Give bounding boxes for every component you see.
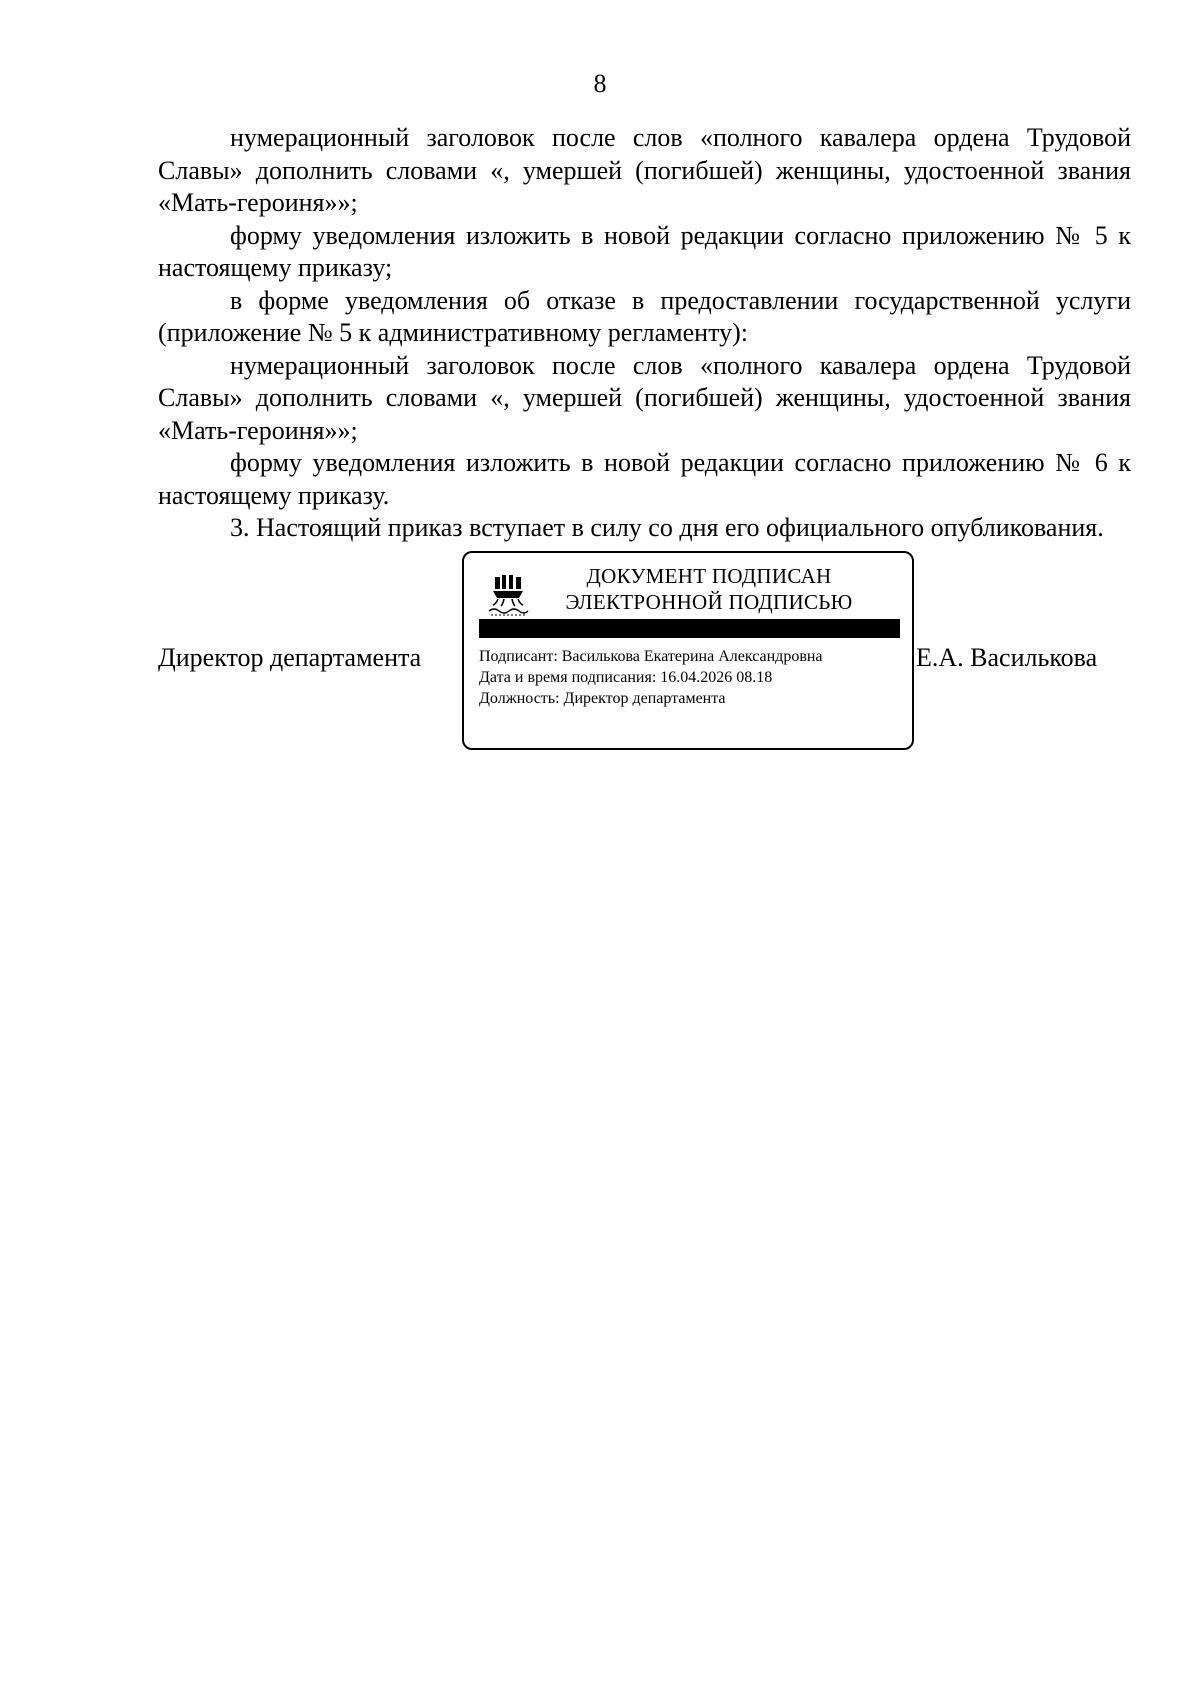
stamp-details — [479, 646, 823, 709]
signatory-position: Директор департамента — [158, 643, 422, 672]
stamp-role: Должность: Директор департамента — [479, 690, 726, 707]
page-number: 8 — [593, 69, 607, 98]
paragraph: в форме уведомления об отказе в предоставлении государственной услуги (приложение № 5 к административному регламенту): — [158, 285, 1131, 347]
coat-of-arms-icon — [486, 571, 530, 617]
paragraph: нумерационный заголовок после слов «полного кавалера ордена Трудовой Славы» дополнить словами «, умершей (погибшей) женщины, удостоенной звания «Мать-героиня»»; — [158, 123, 1131, 217]
stamp-title — [544, 563, 874, 615]
electronic-signature-stamp — [462, 551, 914, 750]
paragraph: форму уведомления изложить в новой редакции согласно приложению № 6 к настоящему приказу. — [158, 448, 1131, 510]
document-body — [158, 122, 1131, 545]
stamp-signer: Подписант: Василькова Екатерина Александровна — [479, 648, 823, 665]
paragraph: нумерационный заголовок после слов «полного кавалера ордена Трудовой Славы» дополнить словами «, умершей (погибшей) женщины, удостоенной звания «Мать-героиня»»; — [158, 350, 1131, 445]
stamp-title-line: ДОКУМЕНТ ПОДПИСАН — [586, 564, 832, 588]
stamp-title-line: ЭЛЕКТРОННОЙ ПОДПИСЬЮ — [565, 590, 853, 614]
paragraph: форму уведомления изложить в новой редакции согласно приложению № 5 к настоящему приказу; — [158, 220, 1131, 282]
stamp-datetime: Дата и время подписания: 16.04.2026 08.18 — [479, 669, 773, 686]
signatory-name: Е.А. Василькова — [916, 643, 1098, 672]
redacted-certificate-bar — [479, 619, 900, 638]
paragraph: 3. Настоящий приказ вступает в силу со дня его официального опубликования. — [230, 513, 1104, 542]
